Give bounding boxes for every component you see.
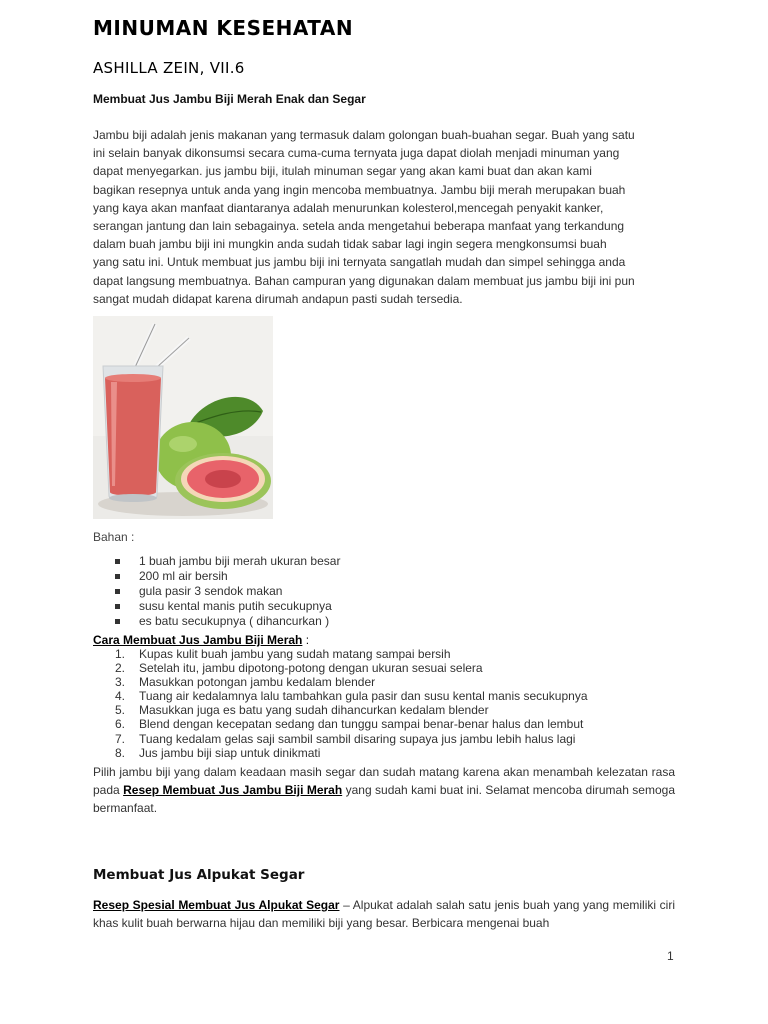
step-number: 4. [115, 689, 126, 704]
ingredient-text: gula pasir 3 sendok makan [139, 584, 283, 598]
list-item [115, 614, 340, 629]
document-title: MINUMAN KESEHATAN [93, 16, 354, 40]
ingredient-text: 1 buah jambu biji merah ukuran besar [139, 554, 341, 568]
step-text: Jus jambu biji siap untuk dinikmati [139, 745, 321, 760]
intro-line: dalam buah jambu biji ini mungkin anda sudah tidak sabar lagi ingin segera mengkonsumsi buah [93, 237, 607, 252]
intro-line: dapat menyegarkan. jus jambu biji, itulah minuman segar yang akan kami buat dan akan kami [93, 164, 592, 179]
list-item [115, 569, 340, 584]
ingredients-label: Bahan : [93, 530, 135, 544]
ingredient-text: susu kental manis putih secukupnya [139, 599, 332, 613]
intro-line: sangat mudah didapat karena dirumah andapun pasti sudah tersedia. [93, 291, 463, 306]
list-item [93, 746, 588, 760]
steps-list [93, 647, 588, 760]
intro-line: serangan jantung dan lain sebagainya. setela anda mengetahui beberapa manfaat yang terkandung [93, 219, 625, 234]
list-item [93, 661, 588, 675]
step-text: Masukkan potongan jambu kedalam blender [139, 675, 376, 690]
intro-line: Jambu biji adalah jenis makanan yang termasuk dalam golongan buah-buahan segar. Buah yang satu [93, 128, 635, 142]
closing-text-after: yang sudah kami buat ini. Selamat mencoba dirumah semoga bermanfaat. [93, 783, 676, 816]
section-heading-avocado: Membuat Jus Alpukat Segar [93, 867, 305, 883]
recipe-subheading: Membuat Jus Jambu Biji Merah Enak dan Segar [93, 92, 366, 106]
method-link[interactable]: Cara Membuat Jus Jambu Biji Merah [93, 633, 303, 647]
step-number: 7. [115, 731, 126, 746]
step-text: Tuang kedalam gelas saji sambil sambil disaring supaya jus jambu lebih halus lagi [139, 731, 576, 746]
list-item [93, 717, 588, 731]
author-line: ASHILLA ZEIN, VII.6 [93, 59, 245, 77]
bullet-icon [115, 604, 120, 609]
list-item [115, 599, 340, 614]
step-number: 1. [115, 647, 126, 661]
step-number: 5. [115, 703, 126, 718]
bullet-icon [115, 559, 120, 564]
step-text: Kupas kulit buah jambu yang sudah matang sampai bersih [139, 647, 451, 661]
ingredients-list [115, 554, 340, 629]
method-heading-suffix: : [302, 633, 310, 647]
list-item [93, 675, 588, 689]
ingredient-text: 200 ml air bersih [139, 569, 228, 583]
intro-line: yang satu ini. Untuk membuat jus jambu biji ini ternyata sangatlah mudah dan simpel sehingga anda [93, 255, 626, 270]
step-text: Setelah itu, jambu dipotong-potong dengan ukuran sesuai selera [139, 661, 483, 676]
closing-text-before: Pilih jambu biji yang dalam keadaan masih segar dan sudah matang karena akan menambah kelezatan rasa pada [93, 765, 675, 798]
step-number: 2. [115, 661, 126, 676]
bullet-icon [115, 574, 120, 579]
step-text: Blend dengan kecepatan sedang dan tunggu sampai benar-benar halus dan lembut [139, 717, 584, 732]
ingredient-text: es batu secukupnya ( dihancurkan ) [139, 614, 330, 628]
bullet-icon [115, 619, 120, 624]
list-item [115, 584, 340, 599]
step-text: Tuang air kedalamnya lalu tambahkan gula pasir dan susu kental manis secukupnya [139, 689, 588, 704]
list-item [93, 703, 588, 717]
intro-paragraph [93, 126, 675, 308]
step-number: 6. [115, 717, 126, 732]
step-number: 8. [115, 745, 126, 760]
list-item [93, 689, 588, 703]
guava-juice-photo [93, 316, 273, 519]
avocado-text: – Alpukat adalah salah satu jenis buah yang yang memiliki ciri khas kulit buah berwarna hijau dan memiliki biji yang besar. Berbicara mengenai buah [93, 898, 675, 931]
page-number: 1 [667, 949, 674, 963]
recipe-link[interactable]: Resep Membuat Jus Jambu Biji Merah [123, 783, 343, 798]
list-item [115, 554, 340, 569]
avocado-paragraph [93, 896, 675, 932]
list-item [93, 732, 588, 746]
intro-line: dapat langsung membuatnya. Bahan campuran yang digunakan dalam membuat jus jambu biji ini pun [93, 273, 635, 288]
closing-paragraph [93, 763, 675, 818]
method-heading [93, 633, 309, 647]
intro-line: bagikan resepnya untuk anda yang ingin mencoba membuatnya. Jambu biji merah merupakan buah [93, 182, 626, 197]
intro-line: ini selain banyak dikonsumsi secara cuma-cuma ternyata juga dapat diolah menjadi minuman yang [93, 146, 620, 161]
avocado-recipe-link[interactable]: Resep Spesial Membuat Jus Alpukat Segar [93, 898, 340, 912]
bullet-icon [115, 589, 120, 594]
step-number: 3. [115, 675, 126, 690]
step-text: Masukkan juga es batu yang sudah dihancurkan kedalam blender [139, 703, 489, 718]
list-item [93, 647, 588, 661]
intro-line: yang kaya akan manfaat diantaranya adalah menurunkan kolesterol,mencegah penyakit kanker, [93, 200, 604, 215]
